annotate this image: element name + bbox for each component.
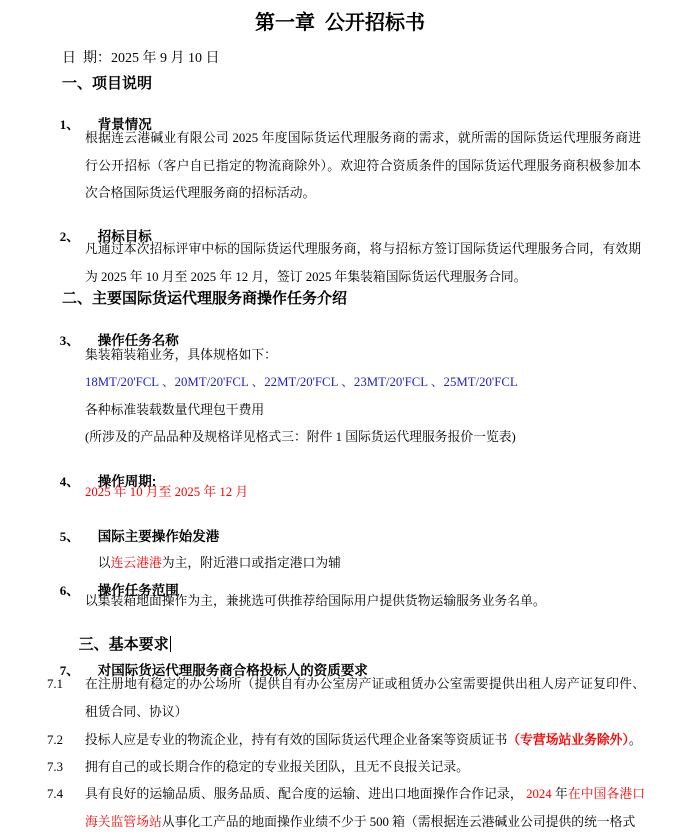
item-2-number: 2、 [59,229,80,244]
item-5-pre: 以 [97,556,111,570]
item-7-1-body: 在注册地有稳定的办公场所（提供自有办公室房产证或租赁办公室需要提供出租人房产证复印件、租赁合同、协议） [85,677,645,719]
item-1-paragraph: 根据连云港碱业有限公司 2025 年度国际货运代理服务商的需求，就所需的国际货运代理服务商进行公开招标（客户自已指定的物流商除外）。欢迎符合资质条件的国际货运代理服务商积极参加本次合格国际货运代理服务商的招标活动。 [85,131,641,201]
item-2-title: 招标目标 [97,229,152,244]
item-5-port: 连云港港 [110,556,162,570]
item-5-post: 为主，附近港口或指定港口为辅 [161,556,341,570]
item-3-container-specs: 18MT/20'FCL 、20MT/20'FCL 、22MT/20'FCL 、23MT/20'FCL 、25MT/20'FCL [85,375,518,390]
item-6-title: 操作任务范围 [97,583,179,598]
section-heading-1: 一、项目说明 [62,75,153,92]
document-title: 第一章 公开招标书 [255,12,425,34]
item-3-title: 操作任务名称 [97,333,179,348]
item-7-2-row [47,727,645,755]
item-4-number: 4、 [59,474,80,489]
item-7-4-seg-3: 年 [554,787,568,801]
item-7-2-exclusion: （专营场站业务除外） [507,733,629,747]
item-7-number: 7、 [59,663,80,678]
item-7-title: 对国际货运代理服务商合格投标人的资质要求 [97,663,368,678]
item-7-4-body [85,781,645,836]
item-2-paragraph: 凡通过本次招标评审中标的国际货运代理服务商，将与招标方签订国际货运代理服务合同，有效期为 2025 年 10 月至 2025 年 12 月，签订 2025 年集装箱国际货运代理服务合同。 [85,242,641,284]
item-7-2-body [85,727,645,755]
item-7-4-year: 2024 [526,787,555,801]
item-7-4-seg-5: 从事化工产品的地面操作业绩不少于 500 箱（需根据连云港碱业公司提供的统一格式 [161,814,636,829]
item-3-line-1: 集装箱装箱业务，具体规格如下： [85,348,277,362]
item-6-body: 以集装箱地面操作为主，兼挑选可供推荐给国际用户提供货物运输服务业务名单。 [85,594,546,608]
item-5-number: 5、 [59,529,80,544]
item-7-3-body: 拥有自己的或长期合作的稳定的专业报关团队，且无不良报关记录。 [85,760,469,774]
item-7-4-seg-1: 具有良好的运输品质、服务品质、配合度的运输、进出口地面操作合作记录， [85,787,527,801]
item-3-line-4: (所涉及的产品品种及规格详见格式三：附件 1 国际货运代理服务报价一览表) [85,430,516,445]
item-7-1-row [47,671,645,726]
date-line: 日 期：2025 年 9 月 10 日 [62,51,220,66]
section-3-text: 三、基本要求 [78,636,169,653]
item-7-4-number: 7.4 [47,787,63,801]
item-4-title: 操作周期: [97,474,157,489]
item-1-number: 1、 [59,117,80,132]
item-7-4-row [47,781,645,836]
item-7-2-post: 。 [628,733,642,747]
item-7-4-ports: 在中国各港口海关监管场站 [85,787,646,829]
item-3-line-3: 各种标准装载数量代理包干费用 [85,402,265,417]
item-6-number: 6、 [59,583,80,598]
item-5-title: 国际主要操作始发港 [97,529,220,544]
item-7-3-number: 7.3 [47,760,63,774]
item-3-body [85,342,665,452]
section-heading-2: 二、主要国际货运代理服务商操作任务介绍 [62,290,348,307]
item-1-title: 背景情况 [97,117,152,132]
item-4-period: 2025 年 10 月至 2025 年 12 月 [85,485,249,499]
item-3-number: 3、 [59,333,80,348]
item-7-2-pre: 投标人应是专业的物流企业，持有有效的国际货运代理企业备案等资质证书 [85,733,508,747]
item-7-2-number: 7.2 [47,733,63,747]
item-7-3-row [47,754,645,782]
item-7-1-number: 7.1 [47,677,63,691]
